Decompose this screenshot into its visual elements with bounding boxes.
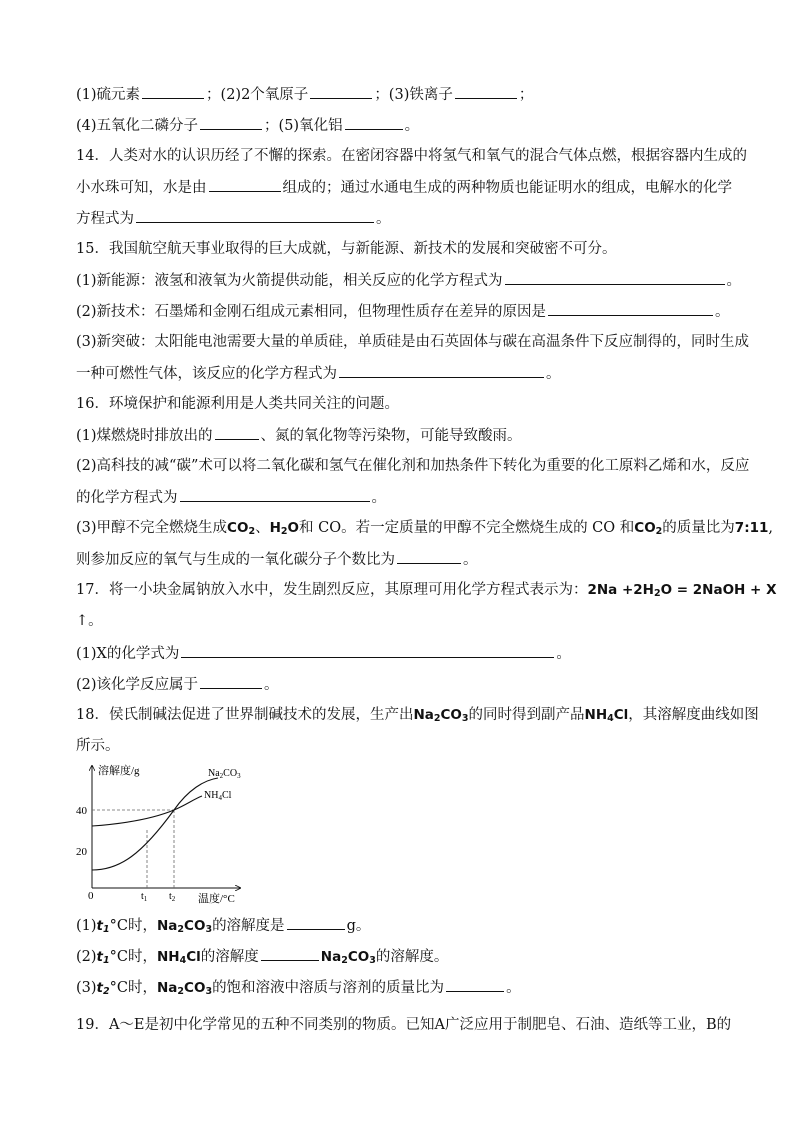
q18-a3-prefix: (3) (76, 980, 97, 996)
q18-answer1 (76, 915, 724, 936)
q18-a2-text: 的溶解度 (200, 949, 259, 965)
q16-line5: (3)甲醇不完全燃烧生成$CO_2$、$H_2O$和 CO。若一定质量的甲醇不完全燃烧生成的 CO 和$CO_2$的质量比为7:11, (76, 520, 773, 537)
blank-graphene-reason[interactable] (548, 301, 713, 316)
q16-line4 (76, 487, 724, 508)
series-nh4cl-line (92, 796, 202, 826)
q18-a2-deg: °C时， (109, 949, 157, 965)
formula-nh4cl-a2: $NH_4Cl$ (157, 949, 201, 966)
q18-a3-end: 。 (506, 980, 521, 996)
q15-text-b: 。 (726, 273, 742, 289)
q15-text-e: 一种可燃性气体，该反应的化学方程式为 (76, 366, 337, 382)
q15-text-f: 。 (546, 366, 561, 382)
q14-text-c: 方程式为 (76, 211, 134, 227)
q17-text-d: (2)该化学反应属于 (76, 677, 199, 693)
q16-line6 (76, 549, 724, 570)
x-axis-label: 温度/°C (198, 893, 235, 905)
q16-line3: (2)高科技的减“碳”术可以将二氧化碳和氢气在催化剂和加热条件下转化为重要的化工原料乙烯和水，反应 (76, 458, 750, 474)
q16-text-b: 、氮的氧化物等污染物，可能导致酸雨。 (260, 428, 522, 444)
q13-part7: 。 (404, 118, 420, 134)
q13-part2: ；(2)2个氧原子 (206, 87, 309, 103)
q18-text-a: 18．侯氏制碱法促进了世界制碱技术的发展，生产出 (76, 707, 414, 723)
formula-h2o: $H_2O$ (269, 520, 299, 537)
blank-electrolysis-equation[interactable] (136, 208, 374, 223)
q15-line1: 15．我国航空航天事业取得的巨大成就，与新能源、新技术的发展和突破密不可分。 (76, 241, 617, 257)
y-tick-20: 20 (76, 846, 87, 858)
blank-oxygen-atoms[interactable] (310, 84, 372, 99)
q16-line2 (76, 425, 724, 446)
q15-text-d: 。 (715, 304, 730, 320)
legend-na2co3: $Na_2CO_3$ (208, 768, 241, 780)
q15-line4: (3)新突破：太阳能电池需要大量的单质硅，单质硅是由石英固体与碳在高温条件下反应制得的，同时生成 (76, 334, 750, 350)
blank-sulfur[interactable] (142, 84, 204, 99)
q19-line1: 19．A～E是初中化学常见的五种不同类别的物质。已知A广泛应用于制肥皂、石油、造纸等工业，B的 (76, 1017, 732, 1033)
y-axis-label: 溶解度/g (98, 765, 140, 777)
q18-a1-deg: °C时， (109, 918, 157, 934)
q15-line2 (76, 270, 742, 291)
q13-part6: ；(5)氧化铝 (264, 118, 343, 134)
q15-line5 (76, 363, 724, 384)
q14-text-a: 小水珠可知，水是由 (76, 180, 207, 196)
blank-x-formula[interactable] (181, 643, 554, 658)
q17-text-b: (1)X的化学式为 (76, 646, 180, 662)
q14-text-d: 。 (376, 211, 391, 227)
q16-text-f: 和 CO。若一定质量的甲醇不完全燃烧生成的 CO 和 (298, 520, 635, 536)
q13-part4: ； (518, 87, 534, 103)
sodium-water-equation: $2Na +2H_2O$ = 2NaOH + X (587, 582, 777, 599)
q18-a3-text: 的饱和溶液中溶质与溶剂的质量比为 (212, 980, 445, 996)
blank-hydrogen-equation[interactable] (505, 270, 725, 285)
mass-ratio: 7:11 (734, 520, 769, 536)
blank-al2o3[interactable] (345, 115, 403, 130)
blank-p2o5[interactable] (200, 115, 262, 130)
q18-a2-end: 的溶解度。 (375, 949, 449, 965)
q13-part5: (4)五氧化二磷分子 (76, 118, 199, 134)
q18-a1-prefix: (1) (76, 918, 97, 934)
q13-line1 (76, 84, 724, 105)
blank-water-composition[interactable] (209, 177, 281, 192)
formula-nh4cl: $NH_4Cl$ (584, 707, 629, 724)
q17-line3 (76, 643, 724, 664)
q16-text-h: 则参加反应的氧气与生成的一氧化碳分子个数比为 (76, 552, 395, 568)
temp-t2: $t_2$ (96, 980, 110, 997)
x-tick-t2: $t_2$ (169, 891, 176, 903)
q16-text-a: (1)煤燃烧时排放出的 (76, 428, 213, 444)
q14-line2 (76, 177, 732, 198)
q16-text-c: 的化学方程式为 (76, 490, 178, 506)
q13-part1: (1)硫元素 (76, 87, 141, 103)
q13-line2 (76, 115, 724, 136)
q17-text-e: 。 (264, 677, 279, 693)
q16-text-e: (3)甲醇不完全燃烧生成 (76, 520, 228, 536)
q18-a2-prefix: (2) (76, 949, 97, 965)
blank-ethylene-equation[interactable] (180, 487, 370, 502)
q13-part3: ；(3)铁离子 (374, 87, 453, 103)
q16-text-i: 。 (463, 552, 478, 568)
q18-a1-unit: g。 (346, 918, 371, 934)
q16-text-g: 的质量比为 (662, 520, 735, 536)
q18-answer2 (76, 946, 724, 967)
q16-text-d: 。 (371, 490, 386, 506)
blank-solubility-t1[interactable] (287, 915, 345, 930)
q17-text-c: 。 (556, 646, 571, 662)
q18-line2: 所示。 (76, 738, 120, 754)
temp-t1: $t_1$ (96, 918, 110, 935)
blank-molecule-ratio[interactable] (397, 549, 461, 564)
y-tick-40: 40 (76, 805, 87, 817)
blank-reaction-type[interactable] (200, 674, 262, 689)
q15-line3 (76, 301, 730, 322)
solubility-chart (70, 762, 260, 910)
blank-silicon-equation[interactable] (339, 363, 544, 378)
x-tick-t1: $t_1$ (141, 891, 148, 903)
temp-t1-b: $t_1$ (96, 949, 110, 966)
legend-nh4cl: $NH_4Cl$ (204, 790, 232, 802)
blank-iron-ion[interactable] (455, 84, 517, 99)
q18-text-b: 的同时得到副产品 (468, 707, 585, 723)
q14-text-b: 组成的；通过水通电生成的两种物质也能证明水的组成，电解水的化学 (282, 180, 732, 196)
blank-pollutant[interactable] (215, 425, 259, 440)
q15-text-a: (1)新能源：液氢和液氧为火箭提供动能，相关反应的化学方程式为 (76, 273, 503, 289)
formula-na2co3: $Na_2CO_3$ (413, 707, 469, 724)
blank-mass-ratio[interactable] (446, 977, 504, 992)
blank-compare[interactable] (261, 946, 319, 961)
q18-answer3 (76, 977, 724, 998)
q15-text-c: (2)新技术：石墨烯和金刚石组成元素相同，但物理性质存在差异的原因是 (76, 304, 547, 320)
q14-line3 (76, 208, 724, 229)
q18-text-c: ，其溶解度曲线如图 (628, 707, 759, 723)
q17-line4 (76, 674, 724, 695)
formula-co2-b: $CO_2$ (634, 520, 663, 537)
q16-line1: 16．环境保护和能源利用是人类共同关注的问题。 (76, 396, 399, 412)
x-tick-0: 0 (88, 890, 94, 902)
q18-a1-text: 的溶解度是 (212, 918, 285, 934)
q18-a3-deg: °C时， (109, 980, 157, 996)
formula-na2co3-a2: $Na_2CO_3$ (320, 949, 376, 966)
q17-line2: ↑。 (76, 613, 103, 629)
q14-line1: 14．人类对水的认识历经了不懈的探索。在密闭容器中将氢气和氧气的混合气体点燃，根据容器内生成的 (76, 148, 747, 164)
q18-line1 (76, 705, 759, 725)
formula-co2: $CO_2$ (227, 520, 256, 537)
q17-line1 (76, 580, 777, 600)
q17-text-a: 17．将一小块金属钠放入水中，发生剧烈反应，其原理可用化学方程式表示为： (76, 582, 588, 598)
formula-na2co3-a1: $Na_2CO_3$ (157, 918, 213, 935)
formula-na2co3-a3: $Na_2CO_3$ (157, 980, 213, 997)
